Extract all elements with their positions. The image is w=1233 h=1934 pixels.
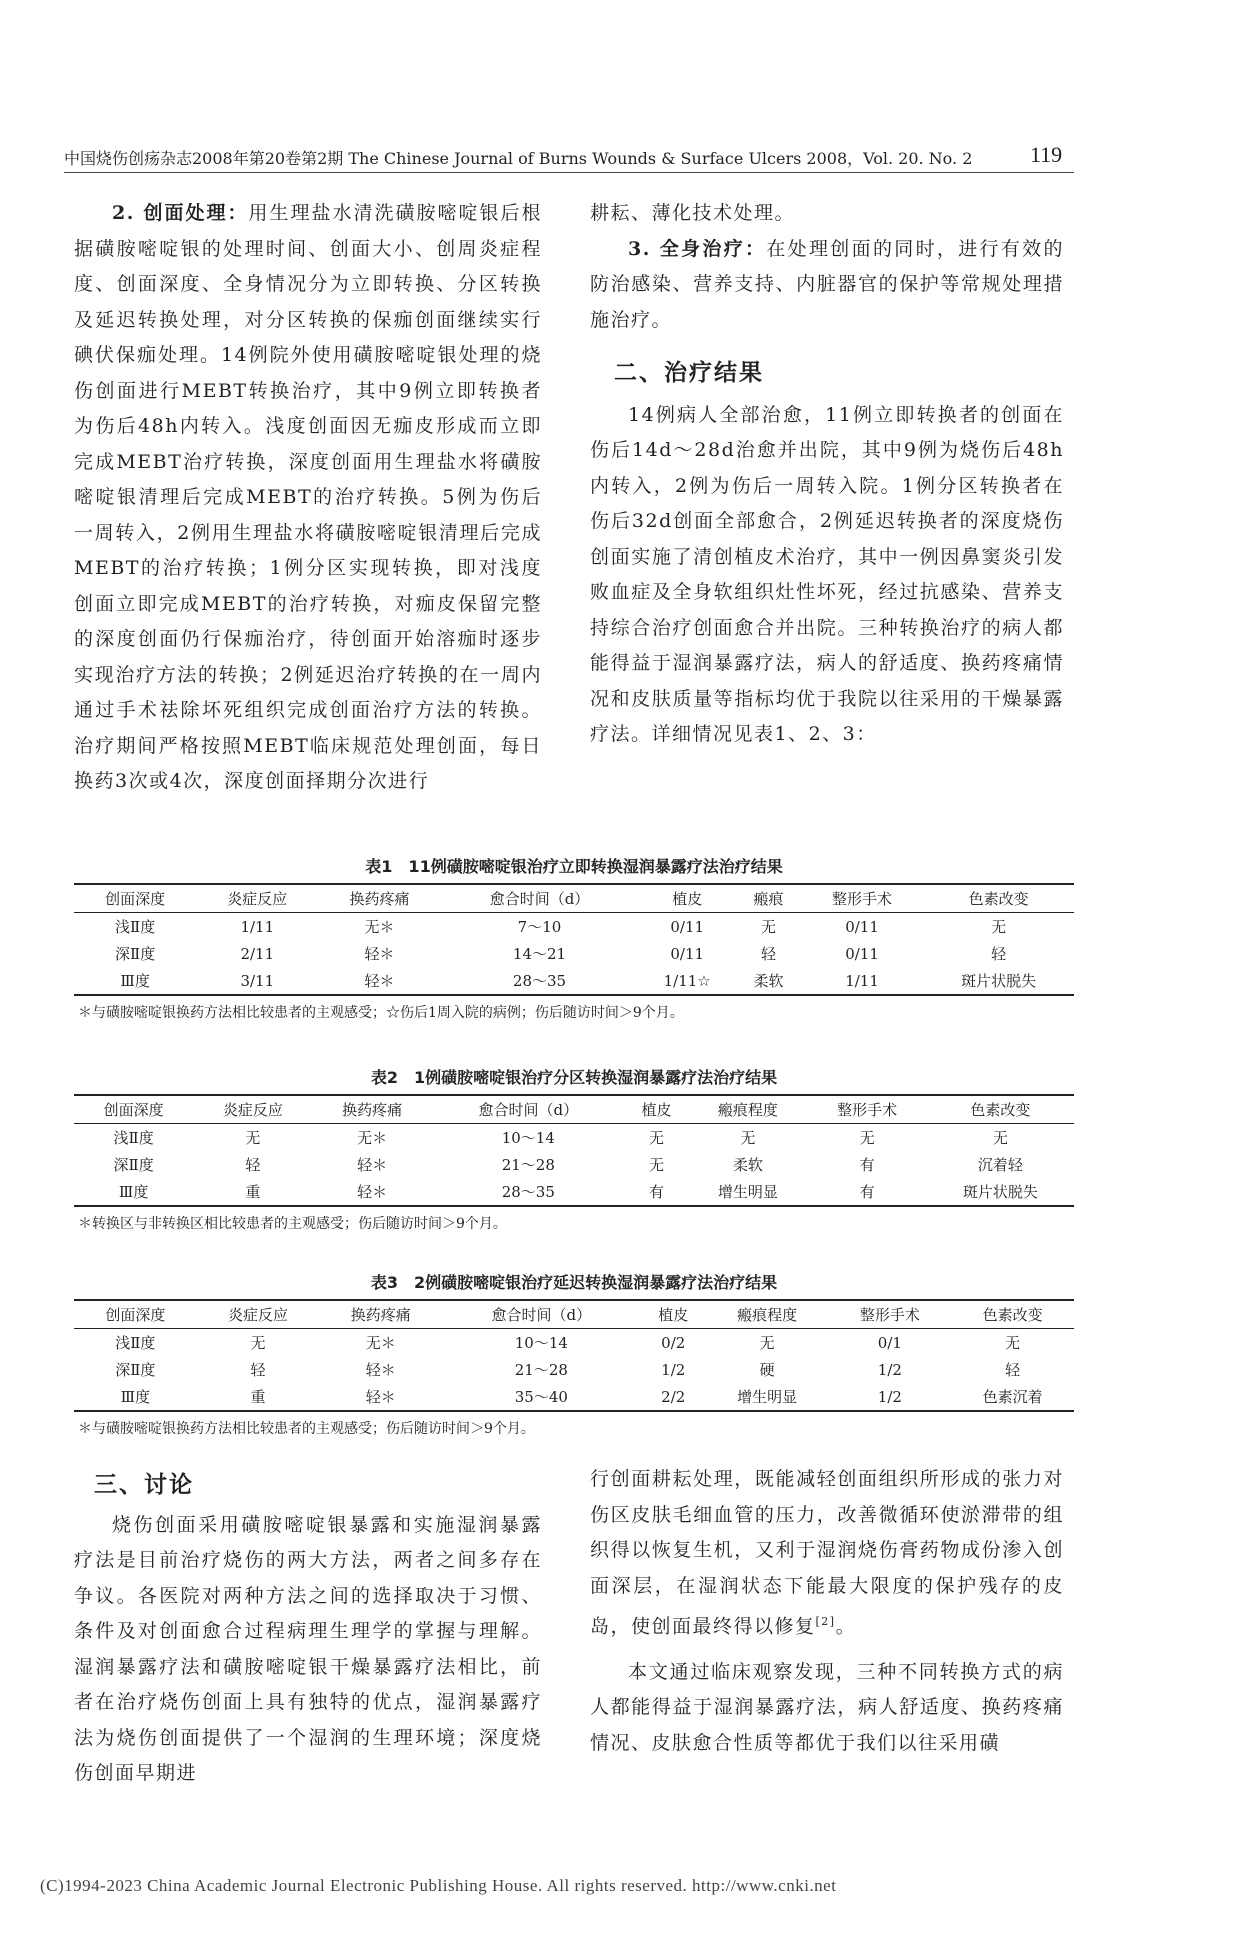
table-cell: 浅Ⅱ度 — [115, 1334, 156, 1352]
table-header-row — [74, 1095, 1074, 1124]
table-cell: 轻＊ — [365, 1361, 396, 1379]
table-cell: Ⅲ度 — [74, 1383, 197, 1411]
table-cell: 无 — [759, 1334, 775, 1352]
column-header: 换药疼痛 — [313, 1095, 432, 1124]
table-footnote: ＊转换区与非转换区相比较患者的主观感受；伤后随访时间＞9个月。 — [78, 1216, 507, 1232]
table-cell: 0/11 — [845, 917, 879, 936]
column-header: 瘢痕程度 — [706, 1300, 829, 1329]
table-cell: 色素沉着 — [951, 1383, 1074, 1411]
section-heading-results: 二、治疗结果 — [614, 360, 764, 386]
table-cell: 无＊ — [365, 1334, 396, 1352]
table-cell: 1/11 — [240, 917, 275, 936]
paragraph-end: 。 — [835, 1615, 857, 1638]
table-cell: 硬 — [759, 1361, 775, 1379]
table-row — [74, 1151, 1074, 1178]
citation-ref: [2] — [815, 1615, 836, 1628]
table-cell: 0/11 — [670, 917, 705, 936]
table-cell: 浅Ⅱ度 — [113, 1129, 154, 1147]
table-cell: 有 — [859, 1156, 875, 1174]
column-header: 愈合时间（d） — [441, 884, 639, 913]
paragraph-text: 行创面耕耘处理，既能减轻创面组织所形成的张力对伤区皮肤毛细血管的压力，改善微循环使淤滞带的组织得以恢复生机，又利于湿润烧伤膏药物成份渗入创面深层，在湿润状态下能最大限度的保护残存的皮岛，使创面最终得以修复 — [590, 1468, 1064, 1638]
column-header: 整形手术 — [801, 884, 923, 913]
table-cell: 1/2 — [877, 1360, 902, 1379]
table-cell: 有 — [625, 1178, 688, 1206]
table-cell: 沉着轻 — [977, 1156, 1023, 1174]
table-2 — [74, 1065, 1074, 1233]
column-header: 瘢痕 — [736, 884, 801, 913]
table-cell: 轻＊ — [318, 967, 440, 995]
table-cell: Ⅲ度 — [74, 1178, 193, 1206]
table-cell: 深Ⅱ度 — [115, 945, 156, 963]
table-row — [74, 1356, 1074, 1383]
running-header: 中国烧伤创疡杂志2008年第20卷第2期 The Chinese Journal of Burns Wounds & Surface Ulcers 2008，Vol. 20. No. 2 — [64, 149, 973, 168]
column-header: 创面深度 — [74, 1095, 193, 1124]
table-row — [74, 913, 1074, 941]
paragraph-lead: 2. 创面处理： — [112, 202, 249, 224]
table-footnote: ＊与磺胺嘧啶银换药方法相比较患者的主观感受；☆伤后1周入院的病例；伤后随访时间＞9个月。 — [78, 1005, 684, 1021]
page-number: 119 — [1030, 142, 1063, 167]
table-cell: 2/2 — [641, 1383, 706, 1411]
column-header: 植皮 — [625, 1095, 688, 1124]
table-cell: 无 — [1005, 1334, 1021, 1352]
column-header: 炎症反应 — [196, 884, 318, 913]
table-footnote: ＊与磺胺嘧啶银换药方法相比较患者的主观感受；伤后随访时间＞9个月。 — [78, 1421, 535, 1437]
table-title: 表2 1例磺胺嘧啶银治疗分区转换湿润暴露疗法治疗结果 — [370, 1068, 778, 1087]
table-cell: 无 — [859, 1129, 875, 1147]
table-cell: 1/11☆ — [638, 967, 736, 995]
table-cell: 3/11 — [196, 967, 318, 995]
paragraph-text: 在处理创面的同时，进行有效的防治感染、营养支持、内脏器官的保护等常规处理措施治疗。 — [590, 237, 1064, 331]
column-header: 整形手术 — [829, 1300, 952, 1329]
table-cell: 无 — [649, 1129, 665, 1147]
table-cell: 无 — [245, 1129, 261, 1147]
paragraph-text: 用生理盐水清洗磺胺嘧啶银后根据磺胺嘧啶银的处理时间、创面大小、创周炎症程度、创面深度、全身情况分为立即转换、分区转换及延迟转换处理，对分区转换的保痂创面继续实行碘伏保痂处理。14例院外使用磺胺嘧啶银处理的烧伤创面进行MEBT转换治疗，其中9例立即转换者为伤后48h内转入。浅度创面因无痂皮形成而立即完成MEBT治疗转换，深度创面用生理盐水将磺胺嘧啶银清理后完成MEBT的治疗转换。5例为伤后一周转入，2例用生理盐水将磺胺嘧啶银清理后完成MEBT的治疗转换；1例分区实现转换，即对浅度创面立即完成MEBT的治疗转换，对痂皮保留完整的深度创面仍行保痂治疗，待创面开始溶痂时逐步实现治疗方法的转换；2例延迟治疗转换的在一周内通过手术祛除坏死组织完成创面治疗方法的转换。治疗期间严格按照MEBT临床规范处理创面，每日换药3次或4次，深度创面择期分次进行 — [74, 202, 542, 792]
right-column — [590, 196, 1064, 753]
table-cell: 轻＊ — [364, 945, 395, 963]
results-table — [74, 883, 1074, 996]
table-cell: 增生明显 — [688, 1178, 807, 1206]
table-cell: 无 — [992, 1129, 1008, 1147]
column-header: 炎症反应 — [193, 1095, 312, 1124]
paragraph-wound-treatment — [74, 196, 542, 800]
table-cell: 2/11 — [240, 944, 275, 963]
table-title: 表1 11例磺胺嘧啶银治疗立即转换湿润暴露疗法治疗结果 — [365, 857, 783, 876]
discussion-left-column — [74, 1468, 542, 1792]
paragraph-lead: 3. 全身治疗： — [628, 237, 767, 260]
column-header: 创面深度 — [74, 884, 196, 913]
paragraph-observation: 本文通过临床观察发现，三种不同转换方式的病人都能得益于湿润暴露疗法，病人舒适度、换药疼痛情况、皮肤愈合性质等都优于我们以往采用磺 — [590, 1660, 1064, 1754]
table-cell: 轻＊ — [319, 1383, 442, 1411]
table-cell: 深Ⅱ度 — [113, 1156, 154, 1174]
discussion-right-column — [590, 1462, 1064, 1761]
table-title: 表3 2例磺胺嘧啶银治疗延迟转换湿润暴露疗法治疗结果 — [370, 1273, 778, 1292]
table-row — [74, 940, 1074, 967]
paragraph-discussion: 烧伤创面采用磺胺嘧啶银暴露和实施湿润暴露疗法是目前治疗烧伤的两大方法，两者之间多存在争议。各医院对两种方法之间的选择取决于习惯、条件及对创面愈合过程病理生理学的掌握与理解。湿润暴露疗法和磺胺嘧啶银干燥暴露疗法相比，前者在治疗烧伤创面上具有独特的优点，湿润暴露疗法为烧伤创面提供了一个湿润的生理环境；深度烧伤创面早期进 — [74, 1513, 542, 1784]
column-header: 色素改变 — [923, 884, 1074, 913]
table-cell: 轻 — [760, 945, 776, 963]
table-cell: 有 — [807, 1178, 926, 1206]
table-cell: 28～35 — [432, 1178, 625, 1206]
column-header: 换药疼痛 — [319, 1300, 442, 1329]
column-header: 炎症反应 — [197, 1300, 320, 1329]
results-table — [74, 1299, 1074, 1412]
table-cell: 柔软 — [732, 1156, 763, 1174]
table-cell: Ⅲ度 — [74, 967, 196, 995]
table-cell: 28～35 — [441, 967, 639, 995]
section-heading-discussion: 三、讨论 — [94, 1472, 194, 1498]
column-header: 瘢痕程度 — [688, 1095, 807, 1124]
table-row — [74, 1383, 1074, 1411]
column-header: 愈合时间（d） — [432, 1095, 625, 1124]
table-cell: 斑片状脱失 — [923, 967, 1074, 995]
paragraph-systemic-treatment — [590, 232, 1064, 339]
table-cell: 35～40 — [442, 1383, 641, 1411]
table-cell: 无 — [649, 1156, 665, 1174]
table-row — [74, 1124, 1074, 1152]
table-cell: 柔软 — [736, 967, 801, 995]
table-cell: 斑片状脱失 — [927, 1178, 1074, 1206]
table-row — [74, 1329, 1074, 1357]
column-header: 色素改变 — [927, 1095, 1074, 1124]
table-cell: 21～28 — [501, 1156, 555, 1174]
table-cell: 轻＊ — [357, 1156, 388, 1174]
table-cell: 21～28 — [514, 1361, 568, 1379]
table-cell: 10～14 — [514, 1334, 568, 1352]
paragraph-continuation: 耕耘、薄化技术处理。 — [590, 202, 796, 224]
table-cell: 无 — [760, 918, 776, 936]
table-cell: 无 — [991, 918, 1007, 936]
table-cell: 0/2 — [661, 1333, 686, 1352]
table-cell: 增生明显 — [706, 1383, 829, 1411]
table-cell: 浅Ⅱ度 — [115, 918, 156, 936]
table-cell: 1/2 — [661, 1360, 686, 1379]
table-3 — [74, 1270, 1074, 1438]
table-cell: 轻＊ — [313, 1178, 432, 1206]
table-cell: 重 — [193, 1178, 312, 1206]
table-cell: 0/11 — [670, 944, 705, 963]
table-header-row — [74, 884, 1074, 913]
results-table — [74, 1094, 1074, 1207]
table-header-row — [74, 1300, 1074, 1329]
column-header: 色素改变 — [951, 1300, 1074, 1329]
table-cell: 0/1 — [877, 1333, 902, 1352]
table-row — [74, 967, 1074, 995]
column-header: 愈合时间（d） — [442, 1300, 641, 1329]
table-1 — [74, 854, 1074, 1022]
table-cell: 轻 — [250, 1361, 266, 1379]
table-cell: 轻 — [1005, 1361, 1021, 1379]
paragraph-discussion-continuation — [590, 1462, 1064, 1645]
paragraph-results: 14例病人全部治愈，11例立即转换者的创面在伤后14d～28d治愈并出院，其中9例为烧伤后48h内转入，2例为伤后一周转入院。1例分区转换者在伤后32d创面全部愈合，2例延迟转换者的深度烧伤创面实施了清创植皮术治疗，其中一例因鼻窦炎引发败血症及全身软组织灶性坏死，经过抗感染、营养支持综合治疗创面愈合并出院。三种转换治疗的病人都能得益于湿润暴露疗法，病人的舒适度、换药疼痛情况和皮肤质量等指标均优于我院以往采用的干燥暴露疗法。详细情况见表1、2、3： — [590, 403, 1064, 745]
column-header: 植皮 — [638, 884, 736, 913]
copyright-footer: (C)1994-2023 China Academic Journal Electronic Publishing House. All rights reserved. http://www.cnki.net — [40, 1876, 837, 1895]
table-cell: 无＊ — [357, 1129, 388, 1147]
table-cell: 无 — [740, 1129, 756, 1147]
left-column — [74, 196, 542, 800]
table-cell: 轻 — [245, 1156, 261, 1174]
table-cell: 10～14 — [501, 1129, 555, 1147]
table-cell: 深Ⅱ度 — [115, 1361, 156, 1379]
table-cell: 7～10 — [517, 918, 562, 936]
table-cell: 0/11 — [845, 944, 879, 963]
column-header: 换药疼痛 — [318, 884, 440, 913]
table-cell: 无＊ — [364, 918, 395, 936]
table-row — [74, 1178, 1074, 1206]
table-cell: 1/2 — [829, 1383, 952, 1411]
column-header: 整形手术 — [807, 1095, 926, 1124]
table-cell: 无 — [250, 1334, 266, 1352]
table-cell: 轻 — [991, 945, 1007, 963]
header-rule — [64, 172, 1074, 173]
table-cell: 14～21 — [512, 945, 567, 963]
column-header: 植皮 — [641, 1300, 706, 1329]
table-cell: 重 — [197, 1383, 320, 1411]
table-cell: 1/11 — [801, 967, 923, 995]
column-header: 创面深度 — [74, 1300, 197, 1329]
